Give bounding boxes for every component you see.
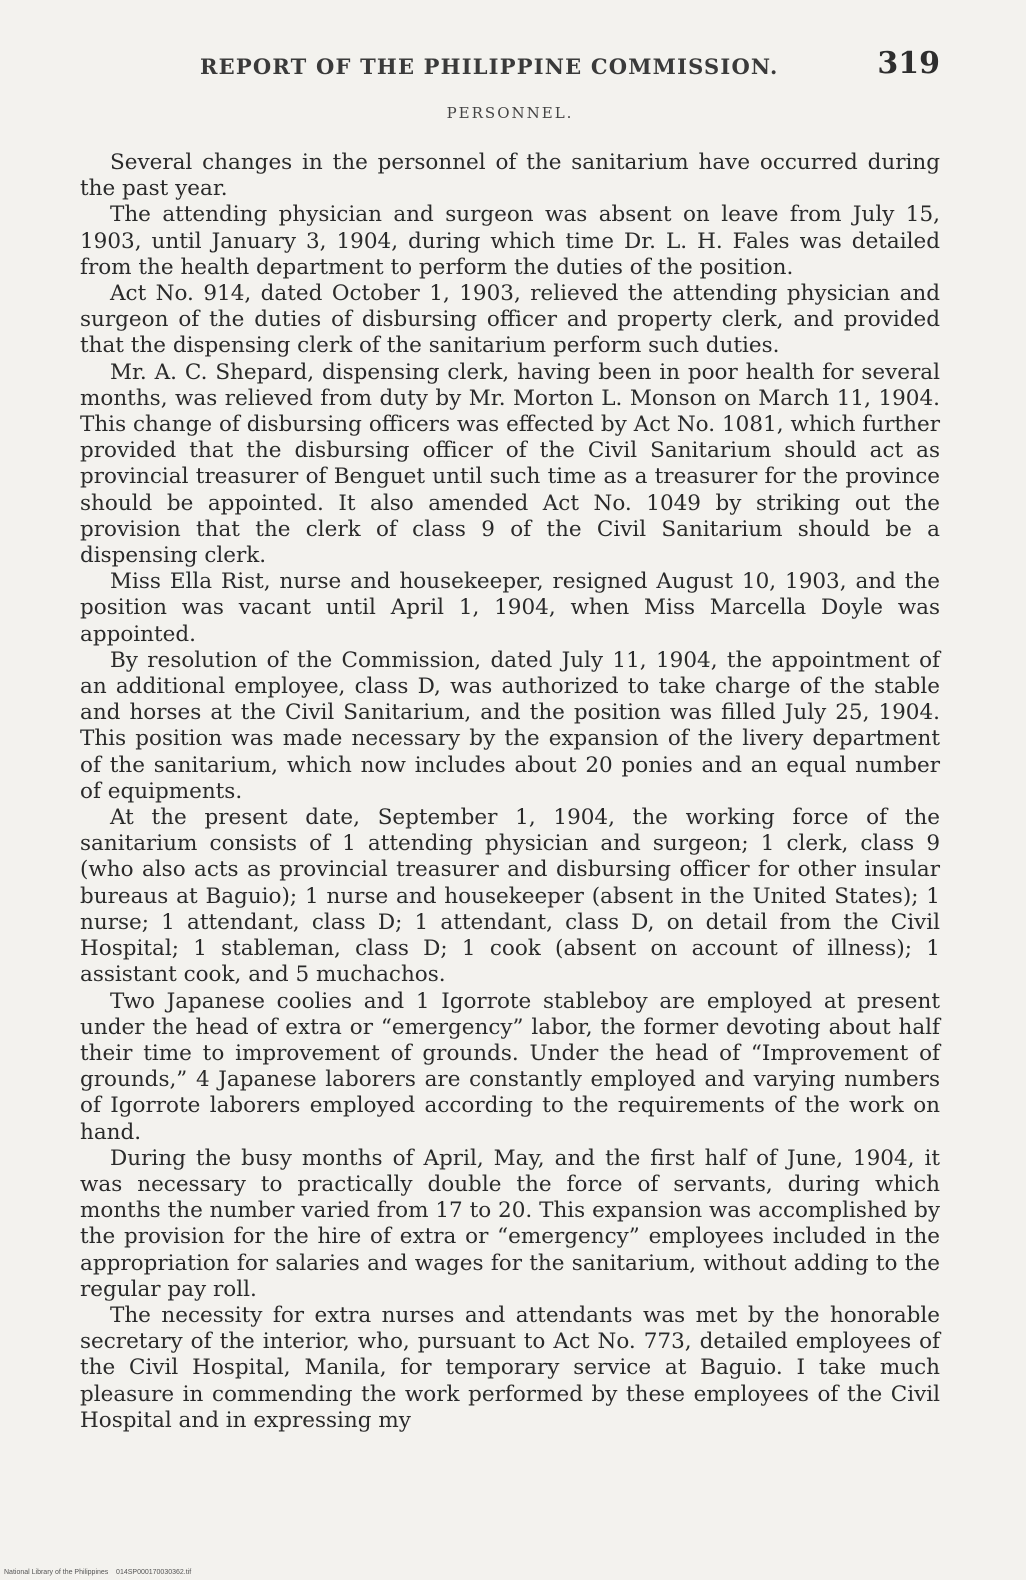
section-title: PERSONNEL. [446, 104, 574, 122]
running-head [80, 44, 940, 94]
paragraph: The attending physician and surgeon was absent on leave from July 15, 1903, until January 3, 1904, during which time Dr. L. H. Fales was detailed from the health department to perform the duties of the position. [80, 202, 940, 280]
paragraph: During the busy months of April, May, and the first half of June, 1904, it was necessary to practically double the force of servants, during which months the number varied from 17 to 20. This expansion was accomplished by the provision for the hire of extra or “emergency” employees included in the appropriation for salaries and wages for the sanitarium, without adding to the regular pay roll. [80, 1145, 940, 1302]
page-number: 319 [877, 46, 940, 81]
paragraph: The necessity for extra nurses and attendants was met by the honorable secretary of the interior, who, pursuant to Act No. 773, detailed employees of the Civil Hospital, Manila, for temporary service at Baguio. I take much pleasure in commending the work performed by these employees of the Civil Hospital and in expressing my [80, 1302, 940, 1433]
paragraph: Two Japanese coolies and 1 Igorrote stableboy are employed at present under the head of extra or “emergency” labor, the former devoting about half their time to improvement of grounds. Under the head of “Improvement of grounds,” 4 Japanese laborers are constantly employed and varying numbers of Igorrote laborers employed according to the requirements of the work on hand. [80, 988, 940, 1145]
paragraph: At the present date, September 1, 1904, the working force of the sanitarium consists of 1 attending physician and surgeon; 1 clerk, class 9 (who also acts as provincial treasurer and disbursing officer for other insular bureaus at Baguio); 1 nurse and housekeeper (absent in the United States); 1 nurse; 1 attendant, class D; 1 attendant, class D, on detail from the Civil Hospital; 1 stableman, class D; 1 cook (absent on account of illness); 1 assistant cook, and 5 muchachos. [80, 805, 940, 988]
paragraph: Several changes in the personnel of the sanitarium have occurred during the past year. [80, 150, 940, 202]
paragraph: Act No. 914, dated October 1, 1903, relieved the attending physician and surgeon of the duties of disbursing officer and property clerk, and provided that the dispensing clerk of the sanitarium perform such duties. [80, 281, 940, 359]
running-title: REPORT OF THE PHILIPPINE COMMISSION. [200, 54, 779, 79]
scan-footer: National Library of the Philippines 014SP000170030362.tif [4, 1569, 192, 1576]
paragraph: Mr. A. C. Shepard, dispensing clerk, having been in poor health for several months, was relieved from duty by Mr. Morton L. Monson on March 11, 1904. This change of disbursing officers was effected by Act No. 1081, which further provided that the disbursing officer of the Civil Sanitarium should act as provincial treasurer of Benguet until such time as a treasurer for the province should be appointed. It also amended Act No. 1049 by striking out the provision that the clerk of class 9 of the Civil Sanitarium should be a dispensing clerk. [80, 359, 940, 569]
document-page [80, 44, 940, 1434]
paragraph: Miss Ella Rist, nurse and housekeeper, resigned August 10, 1903, and the position was vacant until April 1, 1904, when Miss Marcella Doyle was appointed. [80, 569, 940, 647]
paragraph: By resolution of the Commission, dated July 11, 1904, the appointment of an additional employee, class D, was authorized to take charge of the stable and horses at the Civil Sanitarium, and the position was filled July 25, 1904. This position was made necessary by the expansion of the livery department of the sanitarium, which now includes about 20 ponies and an equal number of equipments. [80, 647, 940, 804]
body-text [80, 150, 940, 1434]
